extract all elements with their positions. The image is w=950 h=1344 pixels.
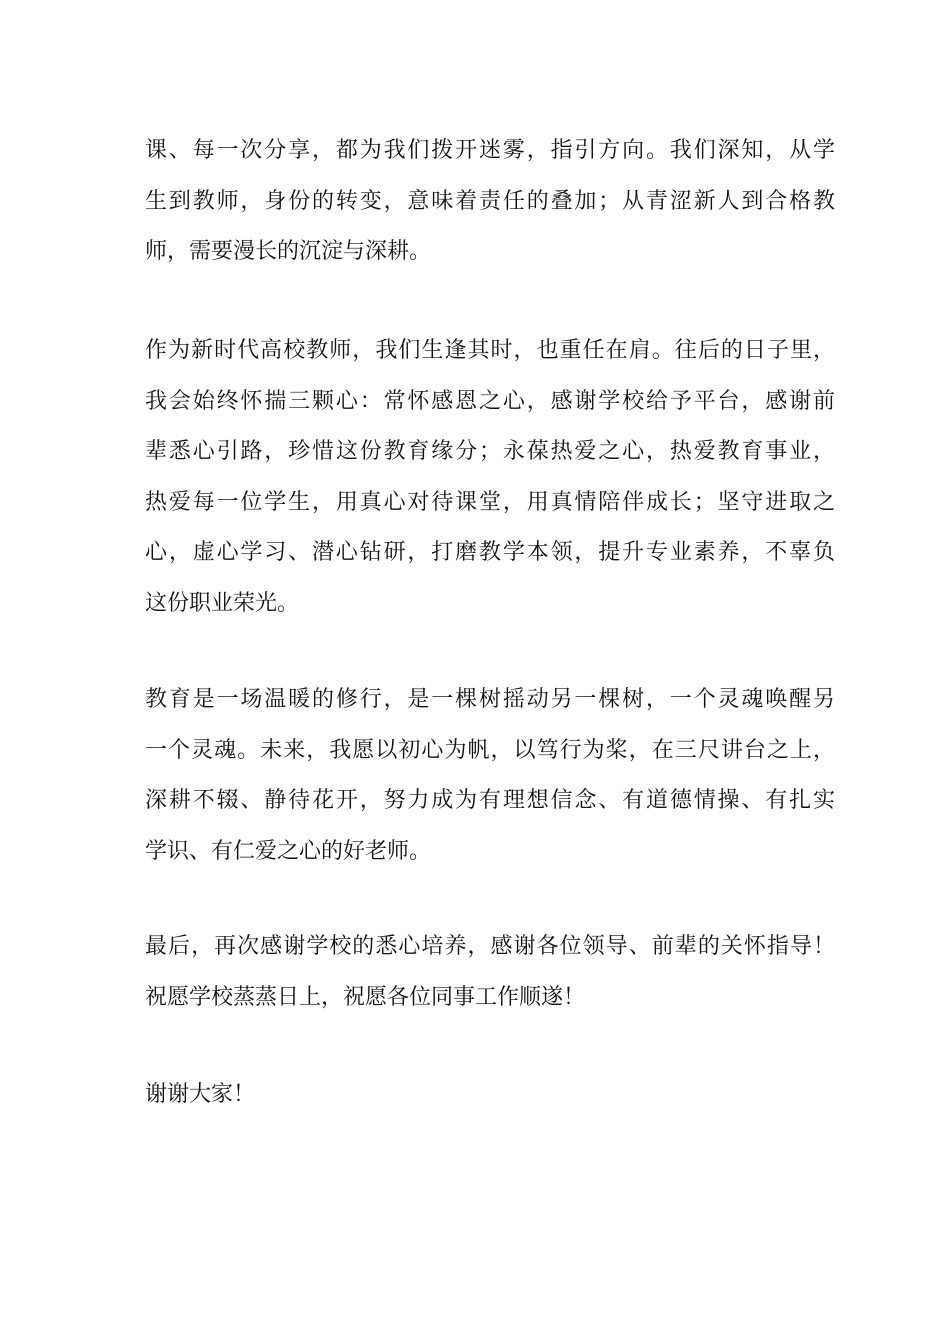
paragraph-line: 热爱每一位学生，用真心对待课堂，用真情陪伴成长；坚守进取之 xyxy=(145,489,835,515)
paragraph-line: 心，虚心学习、潜心钻研，打磨教学本领，提升专业素养，不辜负 xyxy=(145,540,835,565)
paragraph-line: 深耕不辍、静待花开，努力成为有理想信念、有道德情操、有扎实 xyxy=(145,788,835,813)
paragraph-line: 生到教师，身份的转变，意味着责任的叠加；从青涩新人到合格教 xyxy=(145,188,835,214)
paragraph-line: 课、每一次分享，都为我们拨开迷雾，指引方向。我们深知，从学 xyxy=(145,138,835,163)
paragraph-2 xyxy=(145,326,835,629)
paragraph-5 xyxy=(145,1070,835,1121)
paragraph-line: 谢谢大家！ xyxy=(145,1082,256,1107)
paragraph-line: 学识、有仁爱之心的好老师。 xyxy=(145,838,432,864)
paragraph-4 xyxy=(145,922,835,1023)
paragraph-line: 一个灵魂。未来，我愿以初心为帆，以笃行为桨，在三尺讲台之上， xyxy=(145,737,835,763)
paragraph-line: 这份职业荣光。 xyxy=(145,590,300,616)
paragraph-line: 我会始终怀揣三颗心：常怀感恩之心，感谢学校给予平台，感谢前 xyxy=(145,388,835,414)
paragraph-1 xyxy=(145,126,835,278)
paragraph-line: 师，需要漫长的沉淀与深耕。 xyxy=(145,239,432,264)
paragraph-3 xyxy=(145,675,835,877)
paragraph-line: 最后，再次感谢学校的悉心培养，感谢各位领导、前辈的关怀指导！ xyxy=(145,934,835,959)
paragraph-line: 辈悉心引路，珍惜这份教育缘分；永葆热爱之心，热爱教育事业， xyxy=(145,439,835,464)
paragraph-line: 祝愿学校蒸蒸日上，祝愿各位同事工作顺遂！ xyxy=(145,984,586,1010)
paragraph-line: 作为新时代高校教师，我们生逢其时，也重任在肩。往后的日子里， xyxy=(145,338,835,363)
paragraph-line: 教育是一场温暖的修行，是一棵树摇动另一棵树，一个灵魂唤醒另 xyxy=(145,687,835,712)
